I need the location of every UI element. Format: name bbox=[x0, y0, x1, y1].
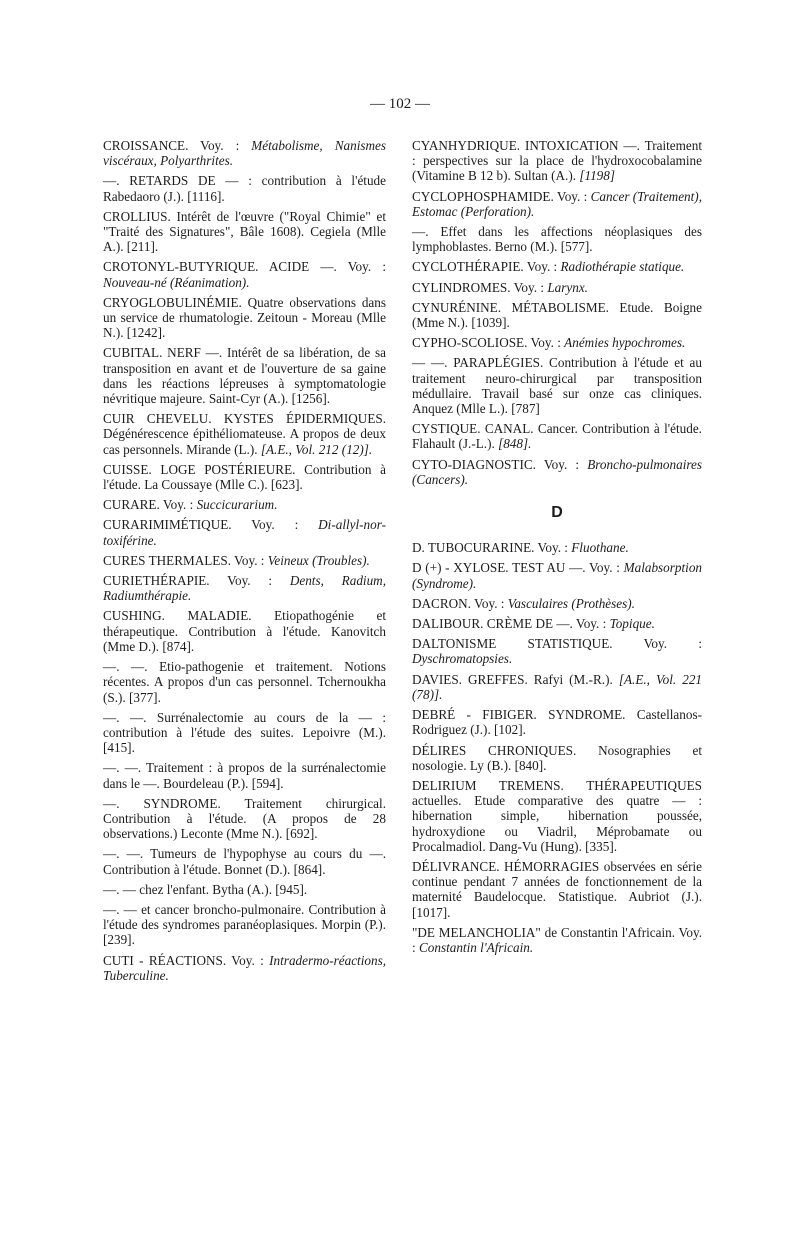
entry-term: CYNURÉNINE. MÉTABOLISME. bbox=[412, 299, 609, 315]
entry-term: CURARE. bbox=[103, 497, 160, 513]
entry-text: Voy. : bbox=[534, 540, 572, 556]
entry-italic-reference: Di-allyl-nor-toxiférine. bbox=[103, 517, 386, 548]
entry-text: Voy. : bbox=[470, 595, 508, 611]
entry-text: et cancer broncho-pulmonaire. Contribution à l'étude des syndromes paranéoplasiques. Morpin (P.). [239]. bbox=[103, 901, 386, 948]
index-entry bbox=[412, 859, 702, 920]
entry-term: CURARIMIMÉTIQUE. bbox=[103, 517, 232, 533]
index-entry bbox=[103, 902, 386, 948]
entry-text: Traitement : perspectives sur la place de l'hydroxocobalamine (Vitamine B 12 b). Sultan (A.). bbox=[412, 138, 702, 184]
entry-term: D (+) - XYLOSE. TEST AU —. bbox=[412, 560, 586, 576]
entry-text: Voy. : bbox=[188, 138, 252, 153]
entry-text: Etio-pathogenie et traitement. Notions récentes. A propos d'un cas personnel. Tchernoukha (S.). [377]. bbox=[103, 659, 387, 705]
entry-term: D. TUBOCURARINE. bbox=[412, 540, 535, 556]
entry-italic-reference: Constantin l'Africain. bbox=[418, 939, 534, 955]
entry-italic-reference: [A.E., Vol. 212 (12)]. bbox=[260, 441, 373, 457]
entry-italic-reference: [A.E., Vol. 221 (78)]. bbox=[412, 671, 703, 702]
entry-italic-reference: Fluothane. bbox=[571, 540, 629, 556]
index-entry bbox=[412, 355, 702, 416]
index-entry bbox=[103, 295, 386, 341]
entry-term: —. RETARDS DE — bbox=[103, 173, 239, 189]
entry-text: Cancer. Contribution à l'étude. Flahault (J.-L.). bbox=[412, 421, 702, 452]
entry-text: Voy. : bbox=[209, 573, 290, 589]
index-entry bbox=[103, 796, 386, 842]
index-entry bbox=[412, 224, 702, 254]
index-entry bbox=[412, 457, 702, 487]
entry-term: DACRON. bbox=[412, 595, 471, 611]
entry-term: DALIBOUR. CRÈME DE —. bbox=[412, 616, 573, 632]
entry-text: Voy. : bbox=[231, 517, 319, 533]
index-entry bbox=[412, 259, 702, 274]
entry-text: Intérêt de l'œuvre ("Royal Chimie" et "Traité des Signatures", Bâle 1608). Cegiela (Mlle A.). [211]. bbox=[103, 208, 386, 255]
section-letter-heading: D bbox=[551, 504, 563, 522]
entry-term: DAVIES. GREFFES. bbox=[412, 671, 528, 687]
entry-term: CYSTIQUE. CANAL. bbox=[412, 421, 534, 437]
index-entry bbox=[103, 209, 386, 255]
index-entry bbox=[412, 616, 702, 631]
entry-term: —. —. bbox=[103, 659, 148, 675]
index-entry bbox=[412, 596, 702, 611]
entry-term: "DE MELANCHOLIA" bbox=[412, 924, 541, 940]
entry-text: Etiopathogénie et thérapeutique. Contribution à l'étude. Kanovitch (Mme D.). [874]. bbox=[103, 608, 386, 654]
entry-italic-reference: Vasculaires (Prothèses). bbox=[507, 595, 635, 611]
index-entry bbox=[103, 138, 386, 168]
index-entry bbox=[412, 421, 702, 451]
entry-text: Quatre observations dans un service de rhumatologie. Zeitoun - Moreau (Mlle N.). [1242]. bbox=[103, 294, 386, 341]
entry-text: Voy. : bbox=[535, 456, 588, 472]
entry-term: CYCLOTHÉRAPIE. bbox=[412, 259, 524, 275]
entry-term: DELIRIUM TREMENS. THÉRAPEUTIQUES bbox=[412, 777, 702, 793]
entry-text: Contribution à l'étude et au traitement neuro-chirurgical par transposition médullaire. Travail basé sur onze cas cliniques. Anquez (Mlle L.). [787] bbox=[412, 355, 703, 417]
index-entry bbox=[103, 517, 386, 547]
entry-italic-reference: Intradermo-réactions, Tuberculine. bbox=[103, 952, 386, 983]
entry-term: —. — bbox=[103, 901, 137, 917]
index-entry bbox=[103, 846, 386, 876]
entry-term: CURES THERMALES. bbox=[103, 552, 231, 568]
index-entry bbox=[103, 259, 386, 289]
entry-term: CYLINDROMES. bbox=[412, 279, 511, 295]
entry-text: Voy. : bbox=[226, 952, 270, 968]
entry-text: Nosographies et nosologie. Ly (B.). [840]. bbox=[412, 742, 702, 773]
entry-text: Voy. : bbox=[612, 636, 702, 652]
entry-italic-reference: Malabsorption (Syndrome). bbox=[412, 560, 703, 591]
entry-text: Voy. : bbox=[336, 259, 387, 275]
index-entry bbox=[103, 760, 386, 790]
index-entry bbox=[103, 659, 386, 705]
entry-italic-reference: Larynx. bbox=[547, 279, 588, 295]
index-entry bbox=[103, 411, 386, 457]
index-entry bbox=[103, 173, 386, 203]
index-entry bbox=[103, 573, 386, 603]
entry-term: CYPHO-SCOLIOSE. bbox=[412, 335, 528, 351]
entry-italic-reference: [1198] bbox=[579, 168, 615, 184]
entry-italic-reference: Succicurarium. bbox=[196, 497, 278, 513]
index-entry bbox=[103, 345, 386, 406]
page-number: — 102 — bbox=[370, 96, 430, 112]
entry-term: DÉLIVRANCE. HÉMORRAGIES bbox=[412, 858, 600, 874]
index-entry bbox=[412, 540, 702, 555]
entry-text: Tumeurs de l'hypophyse au cours du —. Contribution à l'étude. Bonnet (D.). [864]. bbox=[103, 846, 386, 877]
entry-term: —. —. bbox=[103, 846, 144, 862]
index-entry bbox=[412, 335, 702, 350]
entry-term: CYTO-DIAGNOSTIC. bbox=[412, 456, 536, 472]
entry-term: DEBRÉ - FIBIGER. SYNDROME. bbox=[412, 707, 626, 723]
entry-text: observées en série continue pendant 7 années de fonctionnement de la maternité Baudelocque. Statistique. Aubriot (J.). [1017]. bbox=[412, 858, 702, 920]
index-entry bbox=[412, 636, 702, 666]
entry-term: CUTI - RÉACTIONS. bbox=[103, 952, 227, 968]
entry-italic-reference: Métabolisme, Nanismes viscéraux, Polyarthrites. bbox=[103, 138, 386, 169]
entry-term: CUSHING. MALADIE. bbox=[103, 608, 252, 624]
entry-italic-reference: Cancer (Traitement), Estomac (Perforation). bbox=[412, 188, 702, 219]
entry-text: Rafyi (M.-R.). bbox=[527, 671, 619, 687]
entry-italic-reference: Radiothérapie statique. bbox=[560, 259, 685, 275]
right-column-top-entries bbox=[412, 138, 702, 487]
entry-term: CYCLOPHOSPHAMIDE. bbox=[412, 188, 554, 204]
entry-term: —. — bbox=[103, 881, 136, 897]
entry-text: Voy. : bbox=[510, 279, 548, 295]
index-entry bbox=[412, 138, 702, 184]
entry-text: Voy. : bbox=[159, 497, 197, 513]
entry-term: CYANHYDRIQUE. INTOXICATION —. bbox=[412, 138, 640, 153]
entry-term: —. —. bbox=[103, 709, 147, 725]
index-entry bbox=[103, 710, 386, 756]
entry-term: CURIETHÉRAPIE. bbox=[103, 573, 210, 589]
entry-italic-reference: Nouveau-né (Réanimation). bbox=[103, 274, 250, 290]
entry-italic-reference: Veineux (Troubles). bbox=[267, 552, 370, 568]
entry-text: Dégénérescence épithéliomateuse. A propos de deux cas personnels. Mirande (L.). bbox=[103, 426, 386, 457]
index-entry bbox=[103, 497, 386, 512]
index-entry bbox=[412, 189, 702, 219]
entry-text: Traitement : à propos de la surrénalectomie dans le —. Bourdeleau (P.). [594]. bbox=[103, 760, 387, 791]
index-entry bbox=[412, 925, 702, 955]
index-entry bbox=[412, 743, 702, 773]
entry-italic-reference: [848]. bbox=[498, 436, 532, 452]
index-entry bbox=[103, 953, 386, 983]
entry-text: Voy. : bbox=[572, 616, 610, 632]
index-entry bbox=[103, 553, 386, 568]
entry-term: CROTONYL-BUTYRIQUE. ACIDE —. bbox=[103, 259, 337, 275]
entry-term: CUIR CHEVELU. KYSTES ÉPIDERMIQUES. bbox=[103, 411, 386, 427]
entry-term: DÉLIRES CHRONIQUES. bbox=[412, 742, 577, 758]
index-entry bbox=[412, 300, 702, 330]
entry-text: : contribution à l'étude Rabedaoro (J.). [1116]. bbox=[103, 173, 386, 204]
entry-italic-reference: Broncho-pulmonaires (Cancers). bbox=[412, 456, 702, 487]
entry-term: — —. PARAPLÉGIES. bbox=[412, 355, 544, 371]
index-entry bbox=[412, 778, 702, 854]
index-entry bbox=[412, 707, 702, 737]
entry-term: DALTONISME STATISTIQUE. bbox=[412, 636, 613, 652]
entry-term: CUBITAL. NERF —. bbox=[103, 345, 223, 361]
entry-text: chez l'enfant. Bytha (A.). [945]. bbox=[135, 881, 308, 897]
index-entry bbox=[412, 280, 702, 295]
index-entry bbox=[412, 672, 702, 702]
entry-text: Surrénalectomie au cours de la — : contribution à l'étude des suites. Lepoivre (M.). [415]. bbox=[103, 709, 387, 756]
entry-term: —. bbox=[412, 224, 429, 240]
entry-term: CUISSE. LOGE POSTÉRIEURE. bbox=[103, 461, 296, 477]
left-column bbox=[103, 138, 386, 988]
entry-italic-reference: Dyschromatopsies. bbox=[412, 651, 513, 667]
entry-term: CROLLIUS. bbox=[103, 208, 171, 224]
entry-text: Effet dans les affections néoplasiques des lymphoblastes. Berno (M.). [577]. bbox=[412, 224, 702, 255]
index-entry bbox=[103, 608, 386, 654]
index-entry bbox=[412, 560, 702, 590]
index-entry bbox=[103, 462, 386, 492]
index-entry bbox=[103, 882, 386, 897]
entry-text: actuelles. Etude comparative des quatre — : hibernation simple, hibernation poussée, hydroxydione ou Viadril, Méprobamate ou Procalmadiol. Dang-Vu (Hung). [335]. bbox=[412, 793, 702, 854]
entry-text: Voy. : bbox=[231, 552, 268, 568]
entry-term: CRYOGLOBULINÉMIE. bbox=[103, 294, 242, 310]
entry-term: —. —. bbox=[103, 760, 142, 776]
entry-text: Contribution à l'étude. La Coussaye (Mlle C.). [623]. bbox=[103, 461, 386, 493]
entry-text: Voy. : bbox=[585, 560, 624, 576]
entry-italic-reference: Topique. bbox=[609, 616, 655, 632]
entry-italic-reference: Anémies hypochromes. bbox=[564, 335, 686, 351]
entry-text: Castellanos-Rodriguez (J.). [102]. bbox=[412, 707, 702, 738]
entry-italic-reference: Dents, Radium, Radiumthérapie. bbox=[103, 573, 386, 604]
entry-term: CROISSANCE. bbox=[103, 138, 189, 153]
right-column bbox=[412, 138, 702, 960]
right-column-bottom-entries bbox=[412, 540, 702, 955]
entry-text: Voy. : bbox=[523, 259, 561, 275]
entry-text: Traitement chirurgical. Contribution à l'étude. (A propos de 28 observations.) Leconte (Mme N.). [692]. bbox=[103, 795, 386, 842]
entry-text: Voy. : bbox=[553, 188, 591, 204]
entry-text: de Constantin l'Africain. Voy. : bbox=[412, 924, 703, 955]
entry-text: Intérêt de sa libération, de sa transposition en avant et de l'ouverture de sa gaine dans les réactions lépreuses à symptomatologie névritique majeure. Saint-Cyr (A.). [1256]. bbox=[103, 345, 386, 407]
entry-term: —. SYNDROME. bbox=[103, 795, 221, 811]
entry-text: Etude. Boigne (Mme N.). [1039]. bbox=[412, 299, 703, 331]
entry-text: Voy. : bbox=[527, 335, 565, 351]
